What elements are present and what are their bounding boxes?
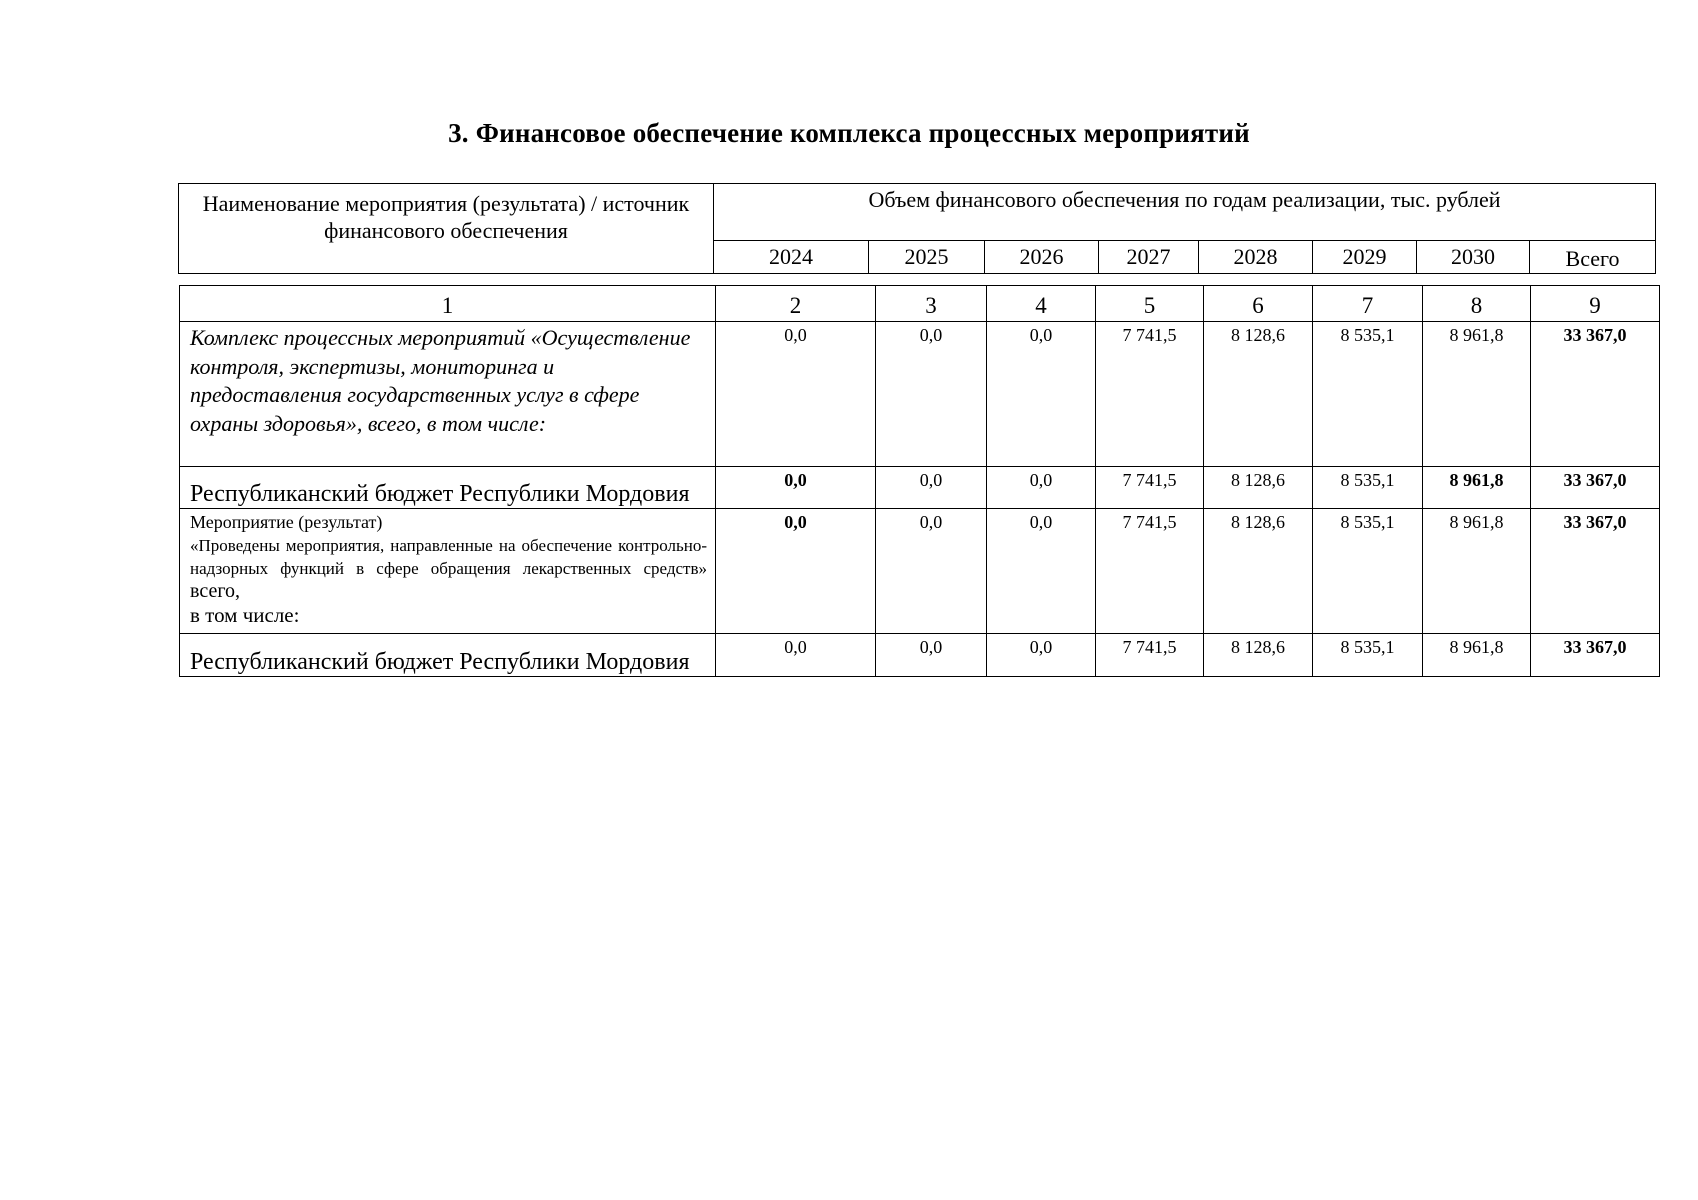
column-number: 2 <box>716 286 876 322</box>
row-name-tail: всего, <box>190 580 241 602</box>
row-value: 0,0 <box>876 509 987 634</box>
row-value: 8 961,8 <box>1423 322 1531 467</box>
row-value: 7 741,5 <box>1096 467 1204 509</box>
row-value: 8 535,1 <box>1313 467 1423 509</box>
column-number: 1 <box>180 286 716 322</box>
row-value: 7 741,5 <box>1096 509 1204 634</box>
row-value: 0,0 <box>716 322 876 467</box>
header-volume-column: Объем финансового обеспечения по годам реализации, тыс. рублей <box>714 184 1656 241</box>
row-value: 0,0 <box>987 634 1096 677</box>
row-value: 8 961,8 <box>1423 509 1531 634</box>
header-year: 2025 <box>869 241 985 274</box>
header-year: 2030 <box>1417 241 1530 274</box>
header-year: 2029 <box>1313 241 1417 274</box>
table-row <box>180 634 1660 677</box>
row-value: 0,0 <box>876 634 987 677</box>
row-name: Комплекс процессных мероприятий «Осуществление контроля, экспертизы, мониторинга и предоставления государственных услуг в сфере охраны здоровья», всего, в том числе: <box>180 322 716 467</box>
header-year: 2024 <box>714 241 869 274</box>
column-number: 8 <box>1423 286 1531 322</box>
row-value: 0,0 <box>987 509 1096 634</box>
row-value: 8 535,1 <box>1313 509 1423 634</box>
row-value: 0,0 <box>987 467 1096 509</box>
row-total: 33 367,0 <box>1531 509 1660 634</box>
row-total: 33 367,0 <box>1531 634 1660 677</box>
row-total: 33 367,0 <box>1531 322 1660 467</box>
column-number: 6 <box>1204 286 1313 322</box>
column-number: 3 <box>876 286 987 322</box>
row-value: 8 535,1 <box>1313 322 1423 467</box>
row-value: 8 961,8 <box>1423 467 1531 509</box>
table-row <box>180 509 1660 634</box>
row-name: Республиканский бюджет Республики Мордовия <box>180 634 716 677</box>
row-value: 0,0 <box>716 467 876 509</box>
row-name-description <box>190 534 707 603</box>
row-value: 8 128,6 <box>1204 509 1313 634</box>
row-value: 0,0 <box>876 322 987 467</box>
row-name: Республиканский бюджет Республики Мордовия <box>180 467 716 509</box>
table-row <box>180 467 1660 509</box>
row-value: 8 128,6 <box>1204 467 1313 509</box>
row-value: 0,0 <box>876 467 987 509</box>
row-value: 7 741,5 <box>1096 322 1204 467</box>
row-name-line: Мероприятие (результат) <box>190 512 383 532</box>
row-total: 33 367,0 <box>1531 467 1660 509</box>
column-number-row <box>180 286 1660 322</box>
table-row <box>180 322 1660 467</box>
row-value: 8 128,6 <box>1204 322 1313 467</box>
row-value: 0,0 <box>987 322 1096 467</box>
header-year: 2026 <box>985 241 1099 274</box>
row-value: 0,0 <box>716 634 876 677</box>
row-name-line: в том числе: <box>190 603 300 627</box>
row-name <box>180 509 716 634</box>
table-header <box>178 183 1656 274</box>
row-value: 8 128,6 <box>1204 634 1313 677</box>
row-value: 8 961,8 <box>1423 634 1531 677</box>
header-year: 2027 <box>1099 241 1199 274</box>
row-value: 7 741,5 <box>1096 634 1204 677</box>
header-total: Всего <box>1530 241 1656 274</box>
header-year: 2028 <box>1199 241 1313 274</box>
row-value: 8 535,1 <box>1313 634 1423 677</box>
page-title: 3. Финансовое обеспечение комплекса процессных мероприятий <box>448 118 1250 148</box>
header-name-column: Наименование мероприятия (результата) / источник финансового обеспечения <box>179 184 714 274</box>
column-number: 9 <box>1531 286 1660 322</box>
column-number: 5 <box>1096 286 1204 322</box>
row-value: 0,0 <box>716 509 876 634</box>
table-body <box>179 285 1660 677</box>
row-name-text: «Проведены мероприятия, направленные на обеспечение контрольно-надзорных функций в сфере обращения лекарственных средств» <box>190 536 707 578</box>
column-number: 7 <box>1313 286 1423 322</box>
column-number: 4 <box>987 286 1096 322</box>
